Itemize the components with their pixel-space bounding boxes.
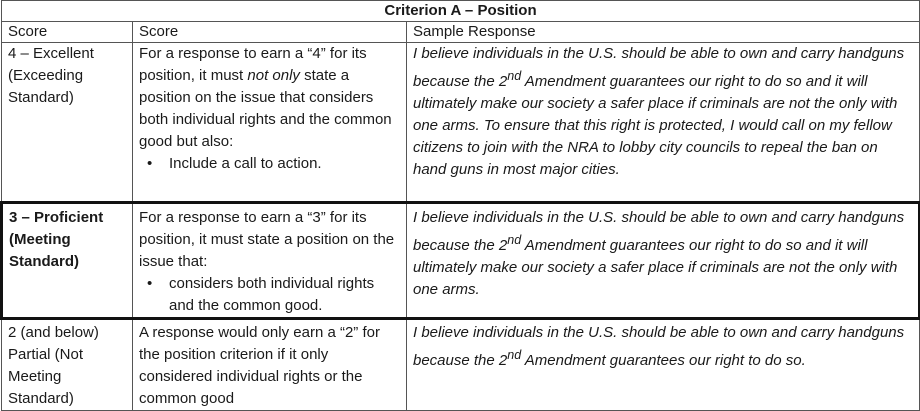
sample-response bbox=[407, 319, 920, 411]
table-title: Criterion A – Position bbox=[2, 1, 920, 22]
score-label: 4 – Excellent (Exceeding Standard) bbox=[2, 43, 133, 203]
table-row-proficient bbox=[2, 203, 920, 319]
ordinal-suffix: nd bbox=[507, 233, 522, 247]
column-header-sample-response: Sample Response bbox=[407, 22, 920, 43]
criteria-bullet-list bbox=[139, 273, 400, 317]
sample-text: I believe individuals in the U.S. should be able to own and carry handguns because the 2 bbox=[413, 324, 905, 369]
sample-text: Amendment guarantees our right to do so and it will ultimately make our society a safer place if criminals are not the only with one arms. bbox=[413, 237, 898, 298]
criteria-text: For a response to earn a “3” for its position, it must state a position on the issue that: bbox=[139, 209, 395, 270]
criteria-emphasis: not only bbox=[247, 67, 300, 84]
list-item: • considers both individual rights and the common good. bbox=[169, 273, 400, 317]
sample-text: Amendment guarantees our right to do so. bbox=[521, 352, 806, 369]
column-header-score: Score bbox=[2, 22, 133, 43]
column-header-criteria: Score bbox=[133, 22, 407, 43]
criteria-description bbox=[133, 203, 407, 319]
sample-text: Amendment guarantees our right to do so and it will ultimately make our society a safer place if criminals are not the only with one arms. To ensure that this right is protected, I would call on my fellow citizens to join with the NRA to lobby city councils to repeal the ban on hand guns in most major cities. bbox=[413, 73, 898, 178]
criteria-text: state a position on the issue that considers both individual rights and the common good but also: bbox=[139, 67, 392, 150]
ordinal-suffix: nd bbox=[507, 348, 522, 362]
score-label: 2 (and below) Partial (Not Meeting Standard) bbox=[2, 319, 133, 411]
criteria-description bbox=[133, 43, 407, 203]
sample-response bbox=[407, 43, 920, 203]
header-row bbox=[2, 22, 920, 43]
table-row-partial bbox=[2, 319, 920, 411]
list-item: • Include a call to action. bbox=[169, 153, 400, 175]
sample-text: I believe individuals in the U.S. should be able to own and carry handguns because the 2 bbox=[413, 209, 905, 254]
table-row-excellent bbox=[2, 43, 920, 203]
criteria-text: For a response to earn a “4” for its position, it must bbox=[139, 45, 367, 84]
score-label: 3 – Proficient (Meeting Standard) bbox=[2, 203, 133, 319]
sample-response bbox=[407, 203, 920, 319]
ordinal-suffix: nd bbox=[507, 69, 522, 83]
criteria-description: A response would only earn a “2” for the position criterion if it only considered individual rights or the common good bbox=[133, 319, 407, 411]
sample-text: I believe individuals in the U.S. should be able to own and carry handguns because the 2 bbox=[413, 45, 905, 90]
criteria-bullet-list bbox=[139, 153, 400, 175]
